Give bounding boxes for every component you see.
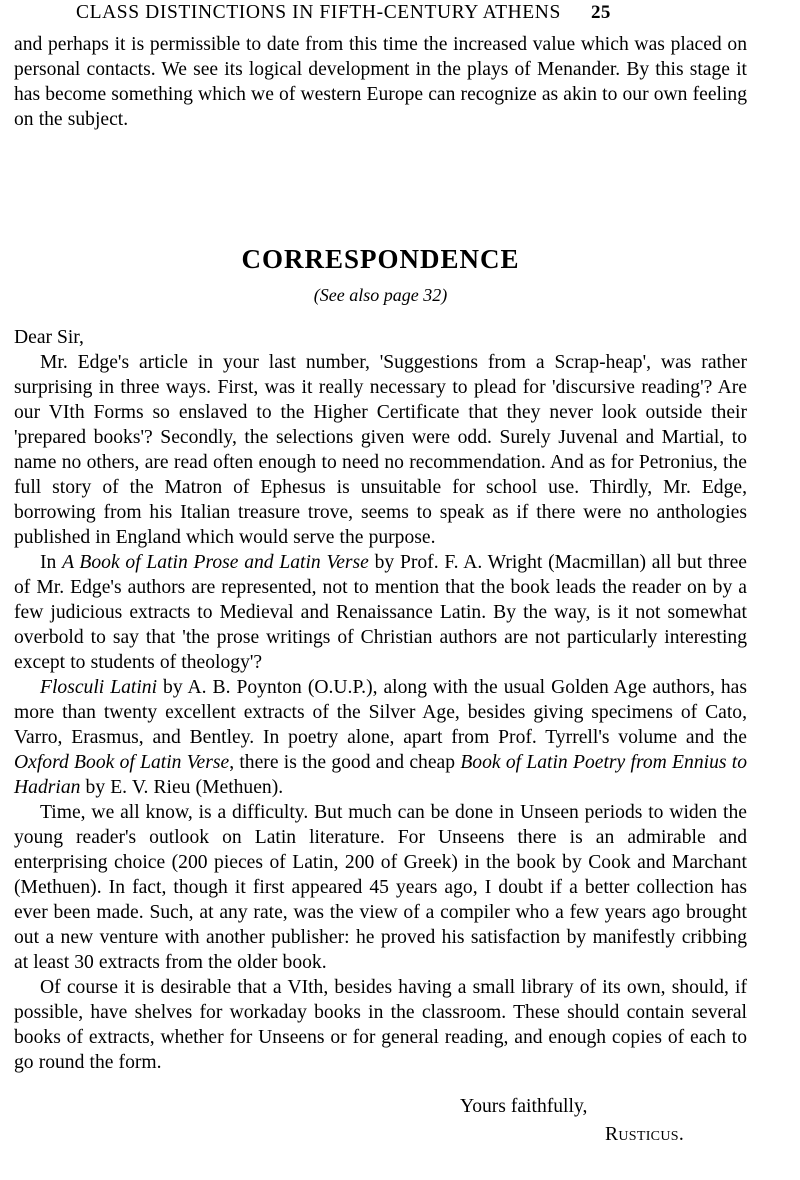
section-heading: CORRESPONDENCE <box>241 244 520 274</box>
letter-paragraph-2 <box>14 550 747 675</box>
letter-paragraph-1: Mr. Edge's article in your last number, 'Suggestions from a Scrap-heap', was rather surprising in three ways. First, was it really necessary to plead for 'discursive reading'? Are our VIth Forms so enslaved to the Higher Certificate that they never look outside their 'prepared books'? Secondly, the selections given were odd. Surely Juvenal and Martial, to name no others, are read often enough to need no recommendation. And as for Petronius, the full story of the Matron of Ephesus is unsuitable for school use. Thirdly, Mr. Edge, borrowing from his Italian treasure trove, seems to speak as if there were no anthologies published in England which would serve the purpose. <box>14 352 747 548</box>
section-subheading: (See also page 32) <box>313 285 448 305</box>
salutation: Dear Sir, <box>14 327 84 348</box>
p3-text-b: , there is the good and cheap <box>229 752 461 773</box>
page-number: 25 <box>590 2 611 23</box>
letter-closing: Yours faithfully, <box>460 1096 588 1117</box>
book-title-latin-prose-and-verse: A Book of Latin Prose and Latin Verse <box>62 552 369 573</box>
p3-text-c: by E. V. Rieu (Methuen). <box>80 777 284 798</box>
running-head <box>14 2 747 26</box>
p2-text-a: In <box>40 552 63 573</box>
running-head-title: CLASS DISTINCTIONS IN FIFTH-CENTURY ATHENS <box>76 2 561 23</box>
book-title-flosculi-latini: Flosculi Latini <box>40 677 158 698</box>
letter-signature: Rusticus. <box>605 1124 685 1145</box>
letter-paragraph-3 <box>14 675 747 800</box>
intro-continuation-paragraph: and perhaps it is permissible to date from this time the increased value which was placed on personal contacts. We see its logical development in the plays of Menander. By this stage it has become something which we of western Europe can recognize as akin to our own feeling on the subject. <box>14 34 747 130</box>
letter-paragraph-4: Time, we all know, is a difficulty. But much can be done in Unseen periods to widen the young reader's outlook on Latin literature. For Unseens there is an admirable and enterprising choice (200 pieces of Latin, 200 of Greek) in the book by Cook and Marchant (Methuen). In fact, though it first appeared 45 years ago, I doubt if a better collection has ever been made. Such, at any rate, was the view of a compiler who a few years ago brought out a new venture with another publisher: he proved his satisfaction by manifestly cribbing at least 30 extracts from the older book. <box>14 802 747 973</box>
p2-text-b: by Prof. F. A. Wright (Macmillan) all but three of Mr. Edge's authors are represented, not to mention that the book leads the reader on by a few judicious extracts to Medieval and Renaissance Latin. By the way, is it not somewhat overbold to say that 'the prose writings of Christian authors are not particularly interesting except to students of theology'? <box>14 552 747 673</box>
text-block <box>14 32 747 1147</box>
letter-paragraph-5: Of course it is desirable that a VIth, besides having a small library of its own, should, if possible, have shelves for workaday books in the classroom. These should contain several books of extracts, whether for Unseens or for general reading, and enough copies of each to go round the form. <box>14 977 747 1073</box>
p3-text-a: by A. B. Poynton (O.U.P.), along with the usual Golden Age authors, has more than twenty excellent extracts of the Silver Age, besides giving specimens of Cato, Varro, Erasmus, and Bentley. In poetry alone, apart from Prof. Tyrrell's volume and the <box>14 677 747 748</box>
section-spacer <box>14 132 747 242</box>
book-title-oxford-book-of-latin-verse: Oxford Book of Latin Verse <box>14 752 230 773</box>
book-title-latin-poetry-ennius-to-hadrian: Book of Latin Poetry from Ennius to Hadrian <box>14 752 747 798</box>
